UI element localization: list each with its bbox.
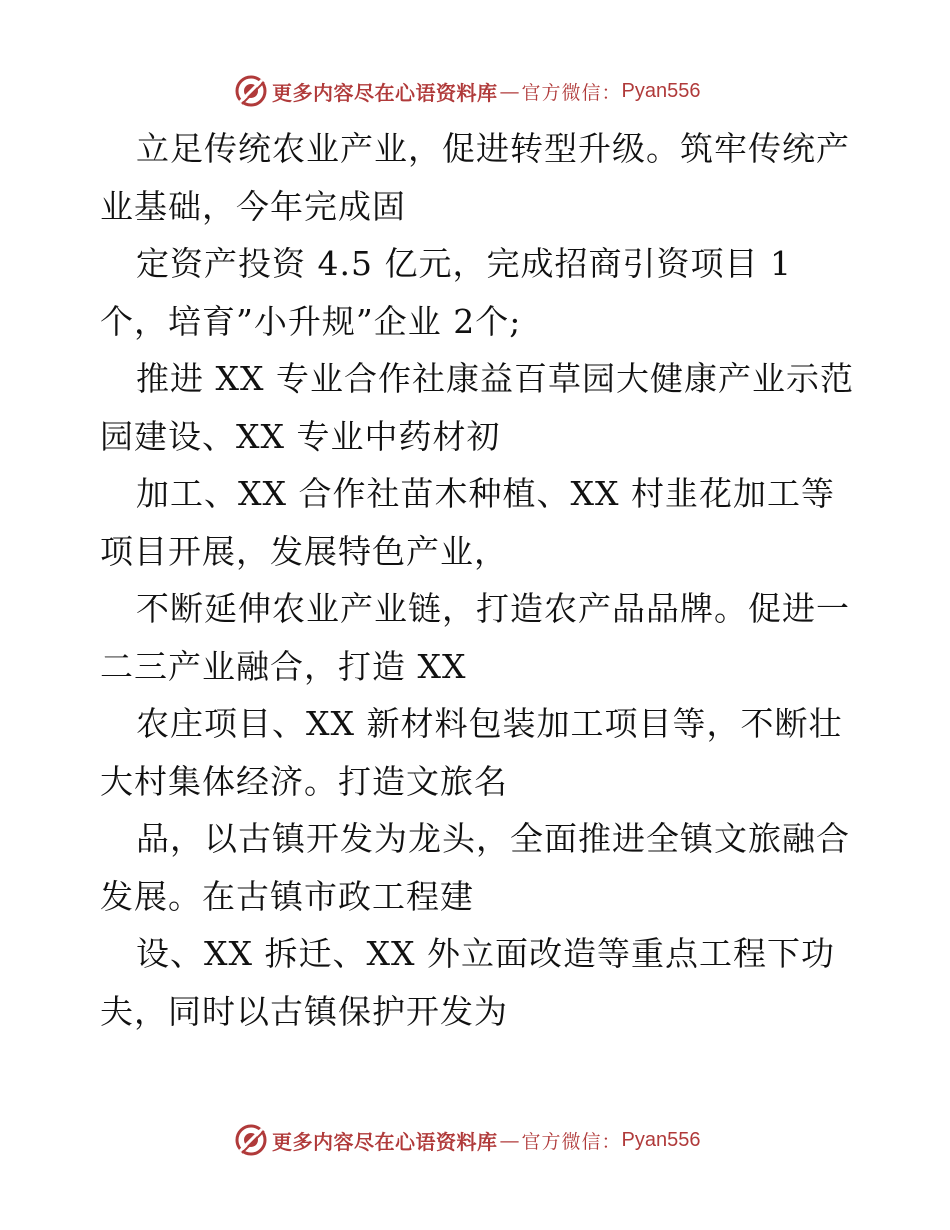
paragraph-7: 品，以古镇开发为龙头，全面推进全镇文旅融合发展。在古镇市政工程建	[100, 819, 850, 916]
watermark-wechat-id: Pyan556	[621, 79, 701, 102]
watermark-dash: —	[499, 79, 520, 103]
watermark-dash: —	[499, 1128, 520, 1152]
paragraph-5: 不断延伸农业产业链，打造农产品品牌。促进一二三产业融合，打造 XX	[100, 589, 850, 686]
watermark-wechat-label: 官方微信：	[521, 1130, 622, 1153]
header-watermark	[234, 73, 700, 109]
paragraph-8: 设、XX 拆迁、XX 外立面改造等重点工程下功夫，同时以古镇保护开发为	[100, 934, 835, 1031]
paragraph-6: 农庄项目、XX 新材料包装加工项目等，不断壮大村集体经济。打造文旅名	[100, 704, 843, 801]
paragraph-3: 推进 XX 专业合作社康益百草园大健康产业示范园建设、XX 专业中药材初	[100, 359, 854, 456]
footer-watermark	[234, 1122, 700, 1158]
watermark-wechat-label: 官方微信：	[521, 81, 622, 104]
watermark-main-text: 更多内容尽在心语资料库	[272, 1129, 498, 1154]
watermark-main-text: 更多内容尽在心语资料库	[272, 80, 498, 105]
logo-emblem-icon	[234, 1123, 268, 1157]
paragraph-1: 立足传统农业产业，促进转型升级。筑牢传统产业基础，今年完成固	[100, 129, 850, 226]
logo-emblem-icon	[234, 74, 268, 108]
paragraph-2: 定资产投资 4.5 亿元，完成招商引资项目 1 个，培育”小升规”企业 2个;	[100, 244, 792, 341]
paragraph-4: 加工、XX 合作社苗木种植、XX 村韭花加工等项目开展，发展特色产业，	[100, 474, 835, 571]
watermark-wechat-id: Pyan556	[621, 1128, 701, 1151]
document-body	[100, 120, 860, 1040]
